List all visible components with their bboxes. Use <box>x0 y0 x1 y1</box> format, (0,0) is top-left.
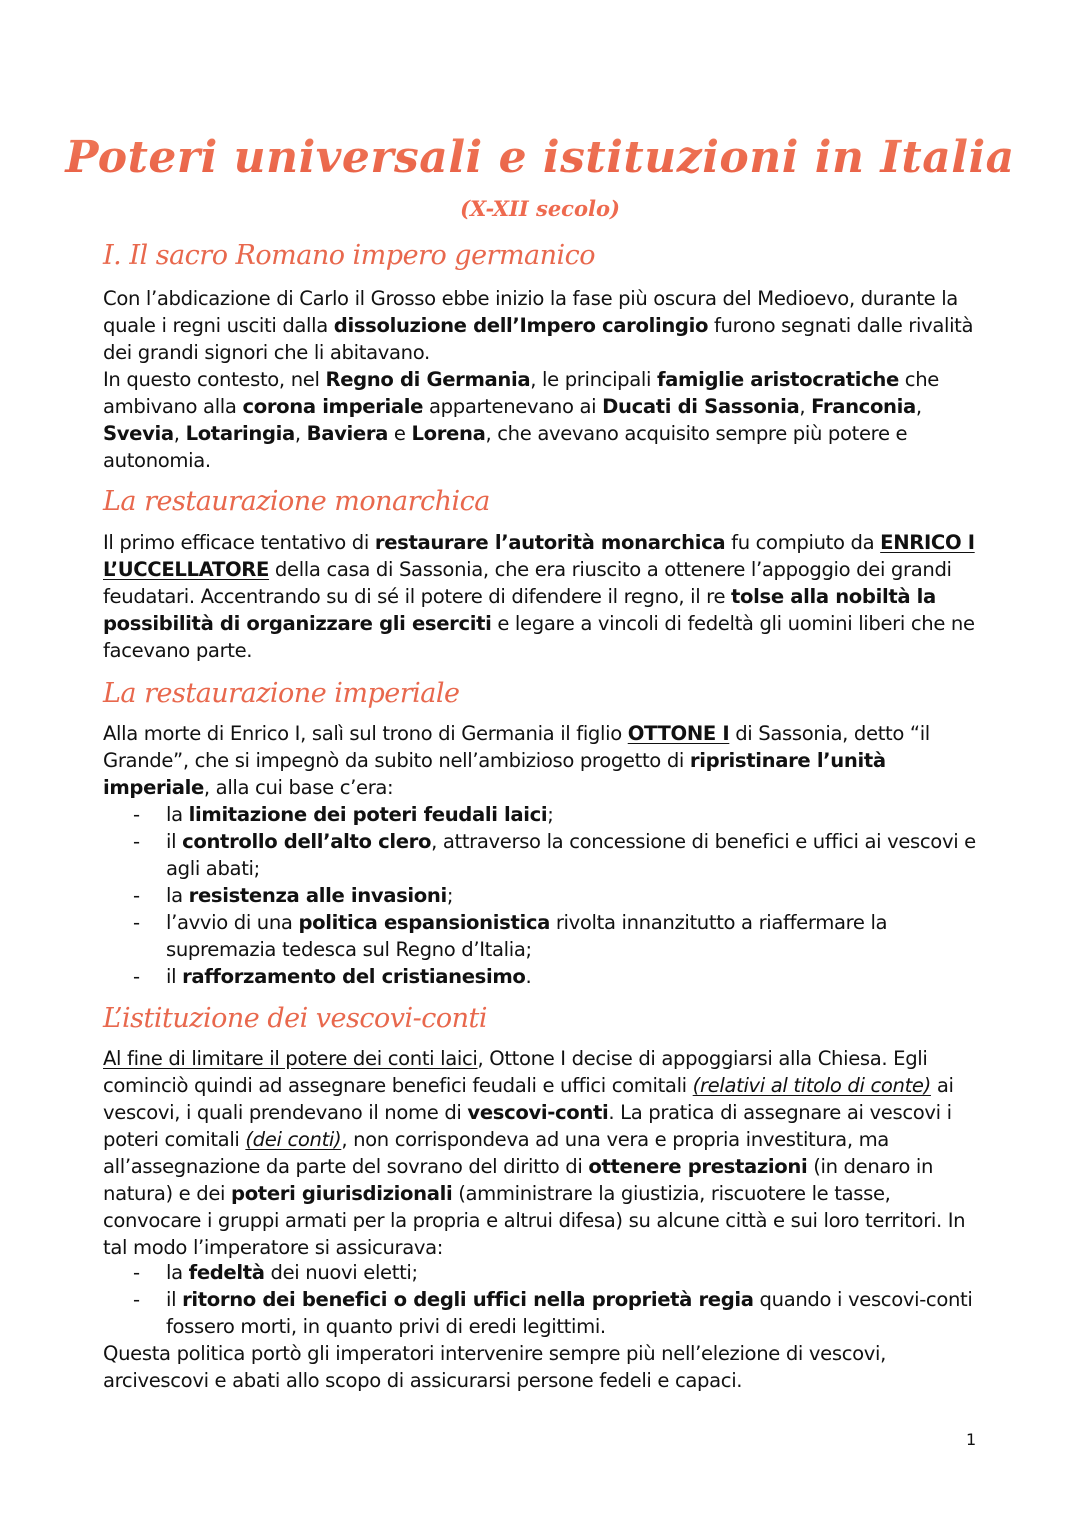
list-item <box>103 1286 983 1340</box>
text-run: di Sassonia, detto “il Grande”, che si impegnò da subito nell’ambizioso progetto di <box>103 722 930 772</box>
text-run: e <box>388 422 412 445</box>
text-run: , attraverso la concessione di benefici e uffici ai vescovi e agli abati; <box>166 830 976 880</box>
bold-text: dissoluzione dell’Impero carolingio <box>333 314 709 337</box>
text-run: e legare a vincoli di fedeltà gli uomini liberi che ne facevano parte. <box>103 612 975 662</box>
bullet-list <box>103 801 983 990</box>
bold-text: resistenza alle invasioni <box>188 884 447 907</box>
bold-text: fedeltà <box>188 1261 265 1284</box>
bold-text: limitazione dei poteri feudali laici <box>188 803 548 826</box>
underlined-text: (dei conti) <box>245 1128 342 1151</box>
bold-text: Baviera <box>306 422 389 445</box>
bold-text: poteri giurisdizionali <box>231 1182 453 1205</box>
bold-text: Franconia <box>811 395 916 418</box>
bold-text: ritorno dei benefici o degli uffici nella proprietà regia <box>182 1288 754 1311</box>
dash-bullet-icon: - <box>133 965 140 988</box>
text-run: , le principali <box>530 368 657 391</box>
text-run: ; <box>547 803 554 826</box>
bold-text: ottenere prestazioni <box>588 1155 808 1178</box>
text-run: Il primo efficace tentativo di <box>103 531 375 554</box>
underlined-text: Al fine di limitare il potere dei conti laici <box>103 1047 478 1070</box>
dash-bullet-icon: - <box>133 911 140 934</box>
text-run: quando i vescovi-conti fossero morti, in quanto privi di eredi legittimi. <box>166 1288 973 1338</box>
bold-text: rafforzamento del cristianesimo <box>182 965 526 988</box>
text-run: , <box>915 395 922 418</box>
bold-text: restaurare l’autorità monarchica <box>374 531 726 554</box>
text-run: della casa di Sassonia, che era riuscito a ottenere l’appoggio dei grandi feudatari. Accentrando su di sé il potere di difendere il regno, il re <box>103 558 952 608</box>
bold-text: politica espansionistica <box>298 911 550 934</box>
bold-text: famiglie aristocratiche <box>656 368 899 391</box>
bold-text: Lotaringia <box>185 422 295 445</box>
text-run: il <box>166 965 183 988</box>
text-run: la <box>166 1261 189 1284</box>
text-run: , non corrispondeva ad una vera e propria investitura, ma all’assegnazione da parte del sovrano del diritto di <box>103 1128 889 1178</box>
dash-bullet-icon: - <box>133 884 140 907</box>
text-run: , che avevano acquisito sempre più potere e autonomia. <box>103 422 908 472</box>
bold-text: Lorena <box>411 422 486 445</box>
text-run: (amministrare la giustizia, riscuotere le tasse, convocare i gruppi armati per la propria e altrui difesa) su alcune città e sui loro territori. In tal modo l’imperatore si assicurava: <box>103 1182 966 1259</box>
section-paragraph <box>103 720 983 801</box>
text-run: ai vescovi, i quali prendevano il nome di <box>103 1074 954 1124</box>
text-run: Questa politica portò gli imperatori intervenire sempre più nell’elezione di vescovi, arcivescovi e abati allo scopo di assicurarsi persone fedeli e capaci. <box>103 1342 886 1392</box>
text-run: appartenevano ai <box>423 395 603 418</box>
list-item <box>103 828 983 882</box>
bold-text: Svevia <box>103 422 174 445</box>
section-heading: La restaurazione monarchica <box>103 486 490 517</box>
text-run: , alla cui base c’era: <box>203 776 394 799</box>
dash-bullet-icon: - <box>133 803 140 826</box>
text-run: Alla morte di Enrico I, salì sul trono di Germania il figlio <box>103 722 628 745</box>
text-run: , Ottone I decise di appoggiarsi alla Chiesa. Egli cominciò quindi ad assegnare benefici feudali e uffici comitali <box>103 1047 928 1097</box>
text-run: , <box>294 422 307 445</box>
closing-paragraph <box>103 1340 983 1394</box>
list-item <box>103 801 983 828</box>
underlined-text: (relativi al titolo di conte) <box>692 1074 931 1097</box>
text-run: In questo contesto, nel <box>103 368 326 391</box>
text-run: (in denaro in natura) e dei <box>103 1155 934 1205</box>
page-number: 1 <box>966 1430 977 1449</box>
bold-text: corona imperiale <box>242 395 424 418</box>
text-run: il <box>166 1288 183 1311</box>
text-run: Con l’abdicazione di Carlo il Grosso ebbe inizio la fase più oscura del Medioevo, durante la quale i regni usciti dalla <box>103 287 958 337</box>
section-heading: La restaurazione imperiale <box>103 678 460 709</box>
text-run: . La pratica di assegnare ai vescovi i poteri comitali <box>103 1101 952 1151</box>
text-run: la <box>166 884 189 907</box>
bullet-list <box>103 1259 983 1340</box>
list-item <box>103 1259 983 1286</box>
bold-text: ripristinare l’unità imperiale <box>103 749 886 799</box>
text-run: . <box>525 965 532 988</box>
text-run: l’avvio di una <box>166 911 299 934</box>
section-paragraph <box>103 1045 983 1261</box>
bold-text: controllo dell’alto clero <box>182 830 432 853</box>
section-paragraph <box>103 285 983 474</box>
bold-text: tolse alla nobiltà la possibilità di organizzare gli eserciti <box>103 585 936 635</box>
text-run: rivolta innanzitutto a riaffermare la supremazia tedesca sul Regno d’Italia; <box>166 911 888 961</box>
bold-text: vescovi-conti <box>467 1101 609 1124</box>
bold-text: Regno di Germania <box>325 368 531 391</box>
bold-text: OTTONE I <box>627 722 730 745</box>
text-run: che ambivano alla <box>103 368 939 418</box>
dash-bullet-icon: - <box>133 1261 140 1284</box>
list-item <box>103 882 983 909</box>
list-item <box>103 963 983 990</box>
text-run: furono segnati dalle rivalità dei grandi signori che li abitavano. <box>103 314 974 364</box>
document-subtitle: (X-XII secolo) <box>460 196 620 221</box>
dash-bullet-icon: - <box>133 830 140 853</box>
bold-text: ENRICO I L’UCCELLATORE <box>103 531 975 581</box>
text-run: dei nuovi eletti; <box>264 1261 418 1284</box>
text-run: , <box>173 422 186 445</box>
dash-bullet-icon: - <box>133 1288 140 1311</box>
text-run: ; <box>446 884 454 907</box>
text-run: fu compiuto da <box>725 531 881 554</box>
bold-text: Ducati di Sassonia <box>602 395 800 418</box>
text-run: la <box>166 803 189 826</box>
list-item <box>103 909 983 963</box>
section-paragraph <box>103 529 983 664</box>
section-heading: L’istituzione dei vescovi-conti <box>103 1003 488 1034</box>
text-run: il <box>166 830 183 853</box>
text-run: , <box>799 395 812 418</box>
section-heading: I. Il sacro Romano impero germanico <box>103 240 596 271</box>
document-title: Poteri universali e istituzioni in Italia <box>0 132 1080 183</box>
